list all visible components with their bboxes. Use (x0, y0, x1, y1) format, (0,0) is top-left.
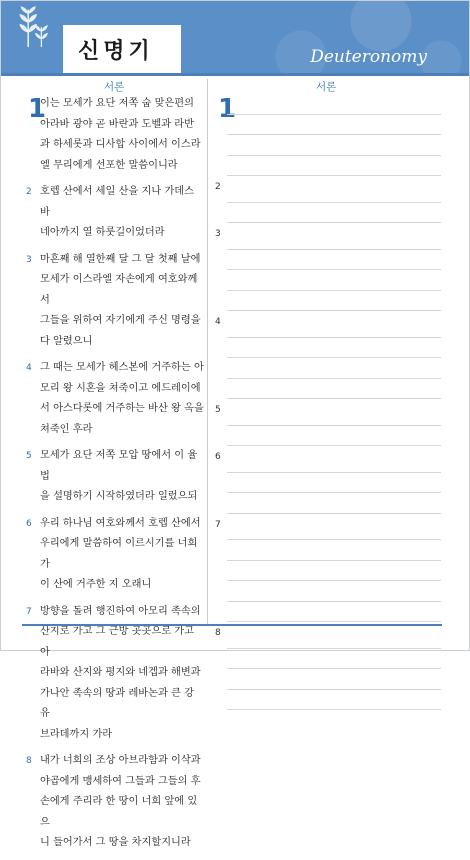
verse-line: 브라데까지 가라 (40, 728, 113, 740)
writing-line[interactable] (227, 229, 441, 250)
verse-line: 쳐죽인 후라 (40, 423, 93, 435)
verse-line: 가나안 족속의 땅과 레바논과 큰 강 유 (40, 687, 194, 719)
verse-line: 산지로 가고 그 근방 곳곳으로 가고 아 (40, 626, 194, 658)
column-divider (207, 79, 208, 624)
writing-line[interactable] (227, 317, 441, 338)
verse-line: 마흔째 해 열한째 달 그 달 첫째 날에 (40, 253, 201, 265)
verse-line: 모리 왕 시혼을 쳐죽이고 에드레이에 (40, 382, 201, 394)
writing-line[interactable] (227, 493, 441, 514)
chapter-number: 1 (218, 94, 237, 124)
verse-line: 야곱에게 맹세하여 그들과 그들의 후 (40, 775, 201, 787)
writing-line[interactable] (227, 473, 441, 494)
english-book-title: Deuteronomy (310, 47, 427, 67)
writing-line[interactable] (227, 94, 441, 115)
verse-number: 3 (26, 254, 32, 265)
verse-line: 아라바 광야 곧 바란과 도벨과 라반 (40, 118, 194, 130)
verse-number: 5 (26, 451, 32, 461)
writing-line[interactable] (227, 561, 441, 582)
writing-line[interactable] (227, 690, 441, 711)
verse-line: 이 산에 거주한 지 오래니 (40, 579, 152, 590)
writing-line[interactable] (227, 520, 441, 541)
verse-line: 모세가 요단 저쪽 모압 땅에서 이 율법 (40, 450, 198, 482)
writing-line[interactable] (227, 379, 441, 400)
scripture-text-column (26, 94, 204, 860)
writing-line[interactable] (227, 270, 441, 291)
right-column-heading: 서론 (316, 81, 337, 93)
verse-number: 4 (26, 363, 32, 373)
writing-lines (227, 182, 441, 223)
verse-number: 4 (215, 317, 221, 327)
writing-line[interactable] (227, 669, 441, 690)
writing-lines (227, 317, 441, 399)
writing-line[interactable] (227, 649, 441, 670)
verse (26, 358, 204, 440)
verse-line: 다 알렸으니 (40, 335, 93, 347)
writing-lines (227, 452, 441, 514)
verse-line: 모세가 이스라엘 자손에게 여호와께서 (40, 274, 198, 306)
leaf-sprig-icon (15, 3, 59, 47)
writing-lines (227, 405, 441, 446)
writing-line[interactable] (227, 581, 441, 602)
writing-line[interactable] (227, 602, 441, 623)
writing-line[interactable] (227, 540, 441, 561)
writing-line[interactable] (227, 250, 441, 271)
writing-line[interactable] (227, 115, 441, 136)
verse-number: 3 (215, 229, 221, 239)
verse-line: 라바와 산지와 평지와 네겝과 해변과 (40, 667, 201, 678)
book-title: 신명기 (78, 39, 154, 64)
verse-line: 그들을 위하여 자기에게 주신 명령을 (40, 315, 201, 326)
verse-line: 서 아스다롯에 거주하는 바산 왕 옥을 (40, 403, 204, 414)
verse-number: 5 (215, 405, 221, 415)
verse-number: 6 (215, 452, 221, 462)
writing-line[interactable] (227, 291, 441, 312)
verse-number: 8 (215, 628, 221, 638)
writing-line[interactable] (227, 338, 441, 359)
writing-lines (227, 628, 441, 710)
writing-line[interactable] (227, 156, 441, 177)
writing-line[interactable] (227, 358, 441, 379)
writing-line[interactable] (227, 426, 441, 447)
writing-line[interactable] (227, 405, 441, 426)
verse-number: 7 (215, 519, 221, 530)
writing-lines (227, 94, 441, 176)
verse-number: 6 (26, 518, 32, 529)
writing-line[interactable] (227, 628, 441, 649)
writing-line[interactable] (227, 203, 441, 224)
footer-rule (22, 624, 442, 626)
verse-number: 8 (26, 756, 32, 766)
verse-line: 내가 너희의 조상 아브라함과 이삭과 (40, 755, 201, 766)
verse (26, 514, 204, 596)
verse-line: 을 설명하기 시작하였더라 일렀으되 (40, 491, 198, 502)
writing-line[interactable] (227, 135, 441, 156)
verse-line: 방향을 돌려 행진하여 아모리 족속의 (40, 605, 201, 617)
verse (26, 250, 204, 353)
header-rule (1, 73, 469, 76)
verse (26, 182, 204, 244)
verse-line: 이는 모세가 요단 저쪽 숩 맞은편의 (40, 98, 194, 109)
chapter-number: 1 (28, 94, 47, 124)
verse-line: 손에게 주리라 한 땅이 너희 앞에 있으 (40, 796, 198, 828)
writing-line[interactable] (227, 452, 441, 473)
verse-line: 엘 무리에게 선포한 말씀이니라 (40, 159, 178, 171)
verse-line: 니 들어가서 그 땅을 차지할지니라 (40, 837, 191, 848)
verse-line: 네아까지 열 하룻길이었더라 (40, 227, 165, 238)
page-header (1, 1, 469, 73)
verse (26, 446, 204, 508)
writing-lines (227, 229, 441, 311)
writing-lines (227, 520, 441, 623)
verse-line: 호렙 산에서 세일 산을 지나 가데스 바 (40, 186, 194, 218)
verse-line: 우리에게 말씀하여 이르시기를 너희가 (40, 538, 198, 570)
verse-line: 우리 하나님 여호와께서 호렙 산에서 (40, 517, 201, 529)
verse-number: 7 (26, 606, 32, 617)
verse (26, 751, 204, 854)
verse (26, 94, 204, 176)
verse-line: 그 때는 모세가 헤스본에 거주하는 아 (40, 362, 204, 373)
writing-line[interactable] (227, 182, 441, 203)
verse-number: 2 (215, 182, 221, 192)
left-column-heading: 서론 (104, 81, 125, 93)
verse-line: 과 하세롯과 디사합 사이에서 이스라 (40, 139, 201, 150)
verse-number: 2 (26, 187, 32, 197)
